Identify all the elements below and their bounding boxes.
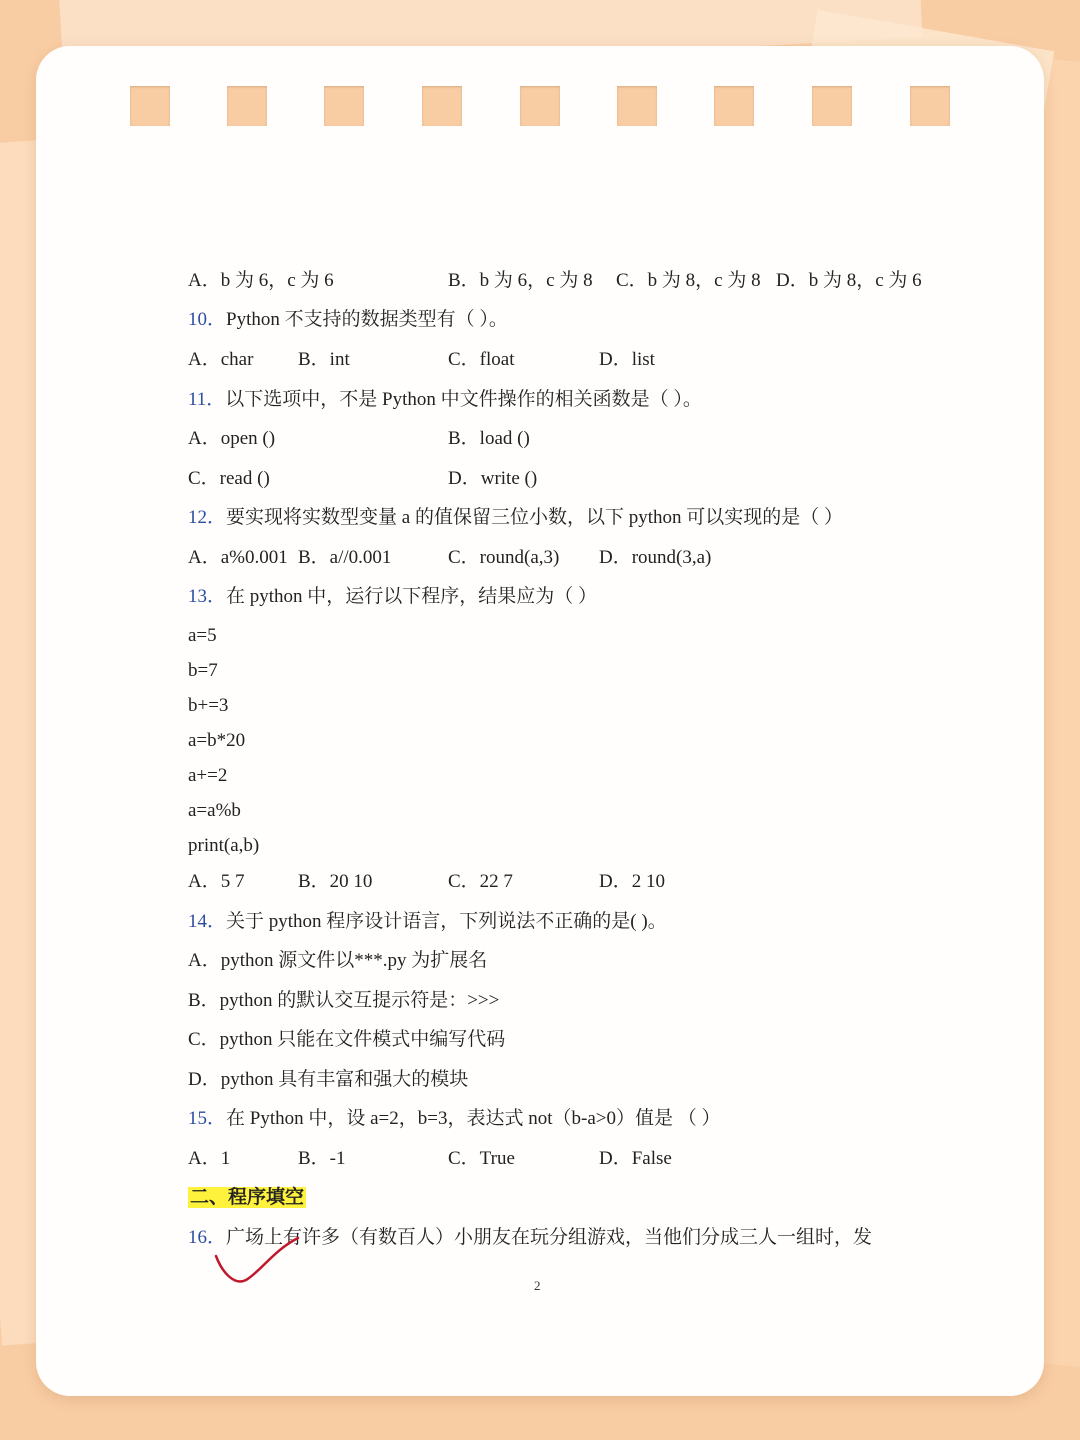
question-number: 10．	[188, 309, 227, 330]
red-checkmark-icon	[212, 1232, 332, 1322]
option-c: C．22 7	[448, 871, 513, 892]
option-c: C．True	[448, 1148, 515, 1169]
question-number: 15．	[188, 1108, 227, 1129]
question-12	[188, 506, 843, 530]
code-line: b+=3	[188, 695, 229, 716]
question-number: 14．	[188, 911, 227, 932]
option-d: D．b 为 8，c 为 6	[776, 270, 922, 291]
binder-hole	[324, 86, 364, 126]
option-b: B．python 的默认交互提示符是：>>>	[188, 990, 500, 1011]
option-b: B．a//0.001	[298, 547, 392, 568]
option-d: D．2 10	[599, 871, 665, 892]
code-line: print(a,b)	[188, 835, 260, 856]
option-a: A．1	[188, 1148, 231, 1169]
question-number: 13．	[188, 586, 227, 607]
option-c: C．float	[448, 349, 515, 370]
option-a: A．python 源文件以***.py 为扩展名	[188, 950, 488, 971]
page-number: 2	[534, 1278, 541, 1293]
code-line: b=7	[188, 660, 218, 681]
question-11	[188, 388, 702, 412]
option-d: D．python 具有丰富和强大的模块	[188, 1069, 469, 1090]
binder-hole	[130, 86, 170, 126]
binder-holes	[130, 86, 990, 126]
code-line: a=a%b	[188, 800, 241, 821]
question-10	[188, 308, 508, 332]
code-line: a+=2	[188, 765, 228, 786]
option-b: B．-1	[298, 1148, 346, 1169]
question-text: 以下选项中，不是 Python 中文件操作的相关函数是（ ）。	[225, 389, 702, 410]
question-text: 关于 python 程序设计语言，下列说法不正确的是( )。	[226, 911, 667, 932]
section-title-highlighted: 二、程序填空	[190, 1187, 305, 1208]
option-d: D．list	[599, 349, 655, 370]
binder-hole	[812, 86, 852, 126]
option-c: C．read ()	[188, 468, 270, 489]
option-a: A．a%0.001	[188, 547, 288, 568]
option-c: C．round(a,3)	[448, 547, 560, 568]
question-13	[188, 585, 597, 609]
binder-hole	[617, 86, 657, 126]
option-c: C．b 为 8，c 为 8	[616, 270, 761, 291]
question-text: 在 Python 中，设 a=2，b=3，表达式 not（b-a>0）值是 （ ）	[226, 1108, 721, 1129]
question-14	[188, 910, 667, 934]
option-b: B．20 10	[298, 871, 373, 892]
question-15	[188, 1107, 720, 1131]
code-line: a=5	[188, 625, 217, 646]
binder-hole	[227, 86, 267, 126]
notebook-page	[36, 46, 1044, 1396]
question-text: 要实现将实数型变量 a 的值保留三位小数，以下 python 可以实现的是（ ）	[226, 507, 843, 528]
option-a: A．open ()	[188, 428, 276, 449]
binder-hole	[910, 86, 950, 126]
question-text: Python 不支持的数据类型有（ ）。	[226, 309, 508, 330]
question-text: 广场上有许多（有数百人）小朋友在玩分组游戏，当他们分成三人一组时，发	[226, 1227, 873, 1248]
question-number: 12．	[188, 507, 227, 528]
option-b: B．load ()	[448, 428, 530, 449]
option-a: A．5 7	[188, 871, 245, 892]
binder-hole	[714, 86, 754, 126]
binder-hole	[422, 86, 462, 126]
option-d: D．round(3,a)	[599, 547, 712, 568]
code-line: a=b*20	[188, 730, 246, 751]
question-number: 11．	[188, 389, 226, 410]
question-number: 16．	[188, 1227, 227, 1248]
option-d: D．write ()	[448, 468, 538, 489]
option-b: B．b 为 6，c 为 8	[448, 270, 593, 291]
option-d: D．False	[599, 1148, 672, 1169]
option-c: C．python 只能在文件模式中编写代码	[188, 1029, 506, 1050]
option-a: A．b 为 6，c 为 6	[188, 270, 334, 291]
section-heading	[188, 1186, 306, 1210]
option-b: B．int	[298, 349, 350, 370]
option-a: A．char	[188, 349, 254, 370]
binder-hole	[520, 86, 560, 126]
question-text: 在 python 中，运行以下程序，结果应为（ ）	[226, 586, 598, 607]
